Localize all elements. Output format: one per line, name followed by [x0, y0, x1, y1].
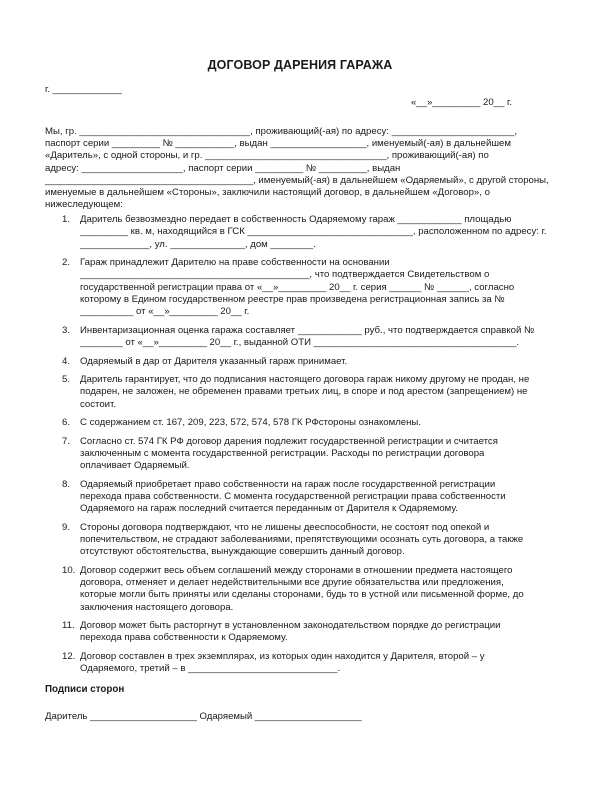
intro-line: паспорт серии _________ № ___________, выдан __________________, именуемый(-ая) в дальнейшем	[45, 138, 511, 150]
clause-number: 3.	[62, 324, 71, 336]
clause-number: 7.	[62, 435, 71, 447]
clause-number: 8.	[62, 478, 71, 490]
clause-text-line: Одаряемого, третий – в ____________________________.	[80, 663, 341, 675]
clause-text-line: подарен, не заложен, не обременен правами третьих лиц, в споре и под арестом (запрещением) не	[80, 386, 528, 398]
clause-number: 5.	[62, 374, 71, 386]
clause-number: 4.	[62, 355, 71, 367]
clause-text-line: Стороны договора подтверждают, что не лишены дееспособности, не состоят под опекой и	[80, 521, 490, 533]
clause-text-line: отсутствуют обстоятельства, вынуждающие совершить данный договор.	[80, 546, 405, 558]
clause-text-line: которые могли быть приняты или сделаны сторонами, будь то в устной или письменной форме, до	[80, 589, 524, 601]
clause-number: 6.	[62, 417, 71, 429]
clause-item	[40, 214, 560, 251]
clause-text-line: Одаряемый в дар от Дарителя указанный гараж принимает.	[80, 355, 348, 367]
intro-line: «Даритель», с одной стороны, и гр. __________________________________, проживающий(-ая) по	[45, 150, 489, 162]
clause-text-line: Одаряемого на гараж последний считается переданным от Дарителя к Одаряемому.	[80, 503, 458, 515]
clause-item	[40, 257, 560, 318]
intro-paragraph	[45, 126, 555, 211]
clause-item	[40, 522, 560, 559]
clauses-list	[40, 214, 560, 682]
clause-number: 10.	[62, 564, 76, 576]
document-title: ДОГОВОР ДАРЕНИЯ ГАРАЖА	[207, 58, 393, 72]
clause-text-line: перехода права собственности к Одаряемому.	[80, 632, 288, 644]
date-line: «__»_________ 20__ г.	[410, 97, 512, 108]
clause-text-line: договора, отменяет и делает недействительными все другие обязательства или предложения,	[80, 577, 504, 589]
clause-text-line: попечительством, не страдают заболеваниями, препятствующими осознать суть договора, а также	[80, 534, 524, 546]
intro-line: _______________________________________, именуемый(-ая) в дальнейшем «Одаряемый», с другой стороны,	[45, 174, 549, 186]
intro-line: Мы, гр. ________________________________, проживающий(-ая) по адресу: _______________________,	[45, 126, 518, 137]
clause-item	[40, 374, 560, 411]
clause-text-line: состоит.	[80, 398, 117, 410]
intro-line: именуемые в дальнейшем «Стороны», заключили настоящий договор, в дальнейшем «Договор», о	[45, 187, 490, 199]
signatures-title: Подписи сторон	[45, 684, 125, 695]
city-line: г. _____________	[45, 84, 123, 95]
clause-number: 12.	[62, 650, 76, 662]
clause-text-line: которому в Едином государственном реестре прав произведена регистрационная запись за №	[80, 293, 505, 305]
clause-item	[40, 325, 560, 350]
clause-text-line: Инвентаризационная оценка гаража составляет ____________ руб., что подтверждается справкой №	[80, 324, 535, 336]
clause-item	[40, 436, 560, 473]
clause-item	[40, 620, 560, 645]
clause-item	[40, 479, 560, 516]
intro-line: нижеследующем:	[45, 199, 123, 211]
clause-text-line: заключенным с момента государственной регистрации. Расходы по регистрации договора	[80, 447, 485, 459]
clause-text-line: _________ кв. м, находящийся в ГСК _______________________________, расположенном по адресу: г.	[80, 226, 547, 238]
clause-item	[40, 417, 560, 429]
clause-number: 1.	[62, 214, 71, 225]
clause-text-line: ___________________________________________, что подтверждается Свидетельством о	[80, 269, 490, 281]
clause-text-line: __________ от «__»_________ 20__ г.	[80, 306, 250, 318]
clause-text-line: государственной регистрации права от «__»_________ 20__ г. серия ______ № ______, согласно	[80, 281, 515, 293]
clause-text-line: Договор составлен в трех экземплярах, из которых один находится у Дарителя, второй – у	[80, 650, 485, 662]
clause-text-line: Даритель гарантирует, что до подписания настоящего договора гараж никому другому не продан, не	[80, 374, 530, 386]
clause-number: 11.	[62, 620, 75, 632]
clause-item	[40, 565, 560, 614]
clause-text-line: ________ от «__»_________ 20__ г., выданной ОТИ ______________________________________.	[80, 337, 520, 349]
clause-text-line: перехода права собственности. С момента государственной регистрации права собственности	[80, 490, 506, 502]
clause-number: 9.	[62, 521, 71, 533]
clause-text-line: Гараж принадлежит Дарителю на праве собственности на основании	[80, 257, 390, 269]
clause-number: 2.	[62, 257, 71, 269]
clause-text-line: оплачивает Одаряемый.	[80, 460, 190, 472]
clause-text-line: Даритель безвозмездно передает в собственность Одаряемому гараж ____________ площадью	[80, 214, 512, 225]
signature-line: Даритель ____________________ Одаряемый ____________________	[45, 711, 362, 722]
clause-text-line: _____________, ул. ______________, дом ________.	[80, 238, 316, 250]
clause-item	[40, 651, 560, 676]
clause-text-line: С содержанием ст. 167, 209, 223, 572, 574, 578 ГК РФстороны ознакомлены.	[80, 417, 421, 429]
intro-line: адресу: ___________________, паспорт серии _________ № _________, выдан	[45, 162, 401, 174]
clause-text-line: Согласно ст. 574 ГК РФ договор дарения подлежит государственной регистрации и считается	[80, 435, 498, 447]
clause-text-line: Одаряемый приобретает право собственности на гараж после государственной регистрации	[80, 478, 496, 490]
clause-item	[40, 356, 560, 368]
clause-text-line: заключения настоящего договора.	[80, 601, 234, 613]
clause-text-line: Договор содержит весь объем соглашений между сторонами в отношении предмета настоящего	[80, 564, 513, 576]
clause-text-line: Договор может быть расторгнут в установленном законодательством порядке до регистрации	[80, 620, 501, 632]
